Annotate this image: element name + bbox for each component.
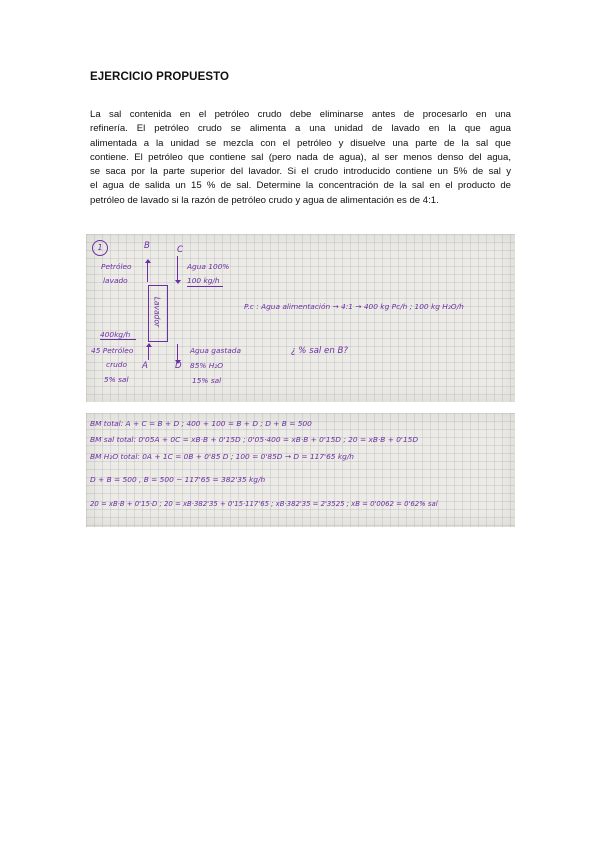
stream-label-b: B — [144, 241, 150, 251]
paragraph-line: La sal contenida en el petróleo crudo debe eliminarse antes de procesarlo en una — [90, 109, 511, 120]
crude-flow-label: 400kg/h — [100, 330, 131, 339]
paragraph-line: el agua de salida un 15 % de sal. Determine la concentración de la sal en el producto de — [90, 180, 511, 192]
stream-label-c: C — [177, 245, 184, 255]
paragraph-line: se saca por la parte superior del lavador. Si el crudo introducido contiene un 5% de sal y — [90, 166, 511, 178]
stream-label-a: A — [142, 361, 148, 371]
calc-line: D + B = 500 , B = 500 − 117'65 = 382'35 kg/h — [90, 475, 266, 484]
inlet-arrow-c — [177, 256, 178, 281]
outlet-arrow-d — [177, 344, 178, 361]
spent-water-label-1: Agua gastada — [190, 346, 242, 355]
calc-line: 20 = xB·B + 0'15·D ; 20 = xB·382'35 + 0'15·117'65 ; xB·382'35 = 2'3525 ; xB = 0'0062 = 0'62% sal — [90, 500, 438, 508]
paragraph-line: alimentada a la unidad se mezcla con el petróleo y disuelve una parte de la sal que — [90, 137, 511, 149]
exercise-number: 1 — [92, 240, 108, 256]
crude-label-2: crudo — [106, 360, 127, 369]
handwritten-diagram-photo — [86, 234, 515, 402]
calc-line: BM sal total: 0'05A + 0C = xB·B + 0'15D ; 0'05·400 = xB·B + 0'15D ; 20 = xB·B + 0'15D — [90, 435, 419, 444]
outlet-label-2: lavado — [103, 276, 128, 285]
question-label: ¿ % sal en B? — [291, 346, 348, 356]
inlet-arrow-a — [148, 346, 149, 360]
inlet-water-label-1: Agua 100% — [187, 262, 230, 271]
spent-water-label-2: 85% H₂O — [190, 361, 224, 370]
paragraph-line: contiene. El petróleo que contiene sal (pero nada de agua), al ser menos denso del agua, — [90, 151, 511, 163]
washer-unit-label: Lavador — [152, 296, 162, 328]
spent-water-label-3: 15% sal — [192, 376, 222, 385]
ratio-note: P.c : Agua alimentación → 4:1 → 400 kg Pc/h ; 100 kg H₂O/h — [244, 302, 464, 311]
paragraph-line: petróleo de lavado si la razón de petróleo crudo y agua de alimentación es de 4:1. — [90, 194, 439, 206]
underline — [187, 286, 223, 287]
paragraph-line: refinería. El petróleo crudo se alimenta a una unidad de lavado en la que agua — [90, 123, 511, 135]
crude-label-1: 45 Petróleo — [91, 346, 134, 355]
outlet-arrow-b — [147, 262, 148, 282]
outlet-label-1: Petróleo — [101, 262, 132, 271]
calc-line: BM total: A + C = B + D ; 400 + 100 = B + D ; D + B = 500 — [90, 419, 312, 428]
inlet-water-label-2: 100 kg/h — [187, 276, 220, 285]
problem-statement — [90, 108, 511, 208]
stream-label-d: D — [175, 361, 182, 371]
handwritten-calculation-photo — [86, 413, 515, 527]
underline — [100, 339, 136, 340]
exercise-title: EJERCICIO PROPUESTO — [90, 71, 230, 83]
crude-label-3: 5% sal — [104, 375, 129, 384]
calc-line: BM H₂O total: 0A + 1C = 0B + 0'85 D ; 100 = 0'85D → D = 117'65 kg/h — [90, 452, 354, 461]
